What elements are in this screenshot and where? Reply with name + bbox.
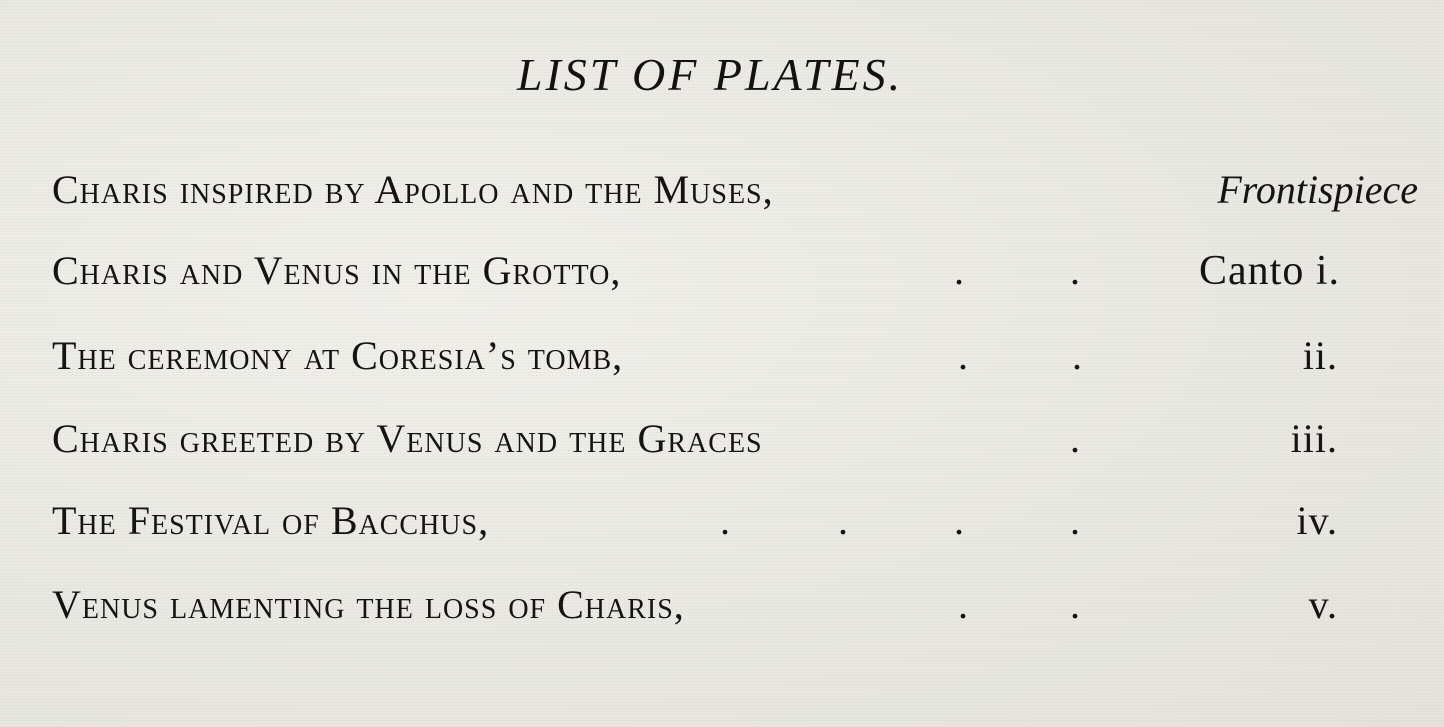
leader-dot: . bbox=[1070, 498, 1081, 543]
leader-dot: . bbox=[958, 582, 969, 627]
list-item bbox=[52, 166, 1418, 226]
list-item bbox=[52, 332, 1392, 392]
plate-reference: Frontispiece bbox=[1217, 167, 1418, 212]
leader-dot: . bbox=[1070, 416, 1081, 461]
list-item bbox=[52, 247, 1392, 307]
leader-dot: . bbox=[720, 498, 731, 543]
list-item bbox=[52, 581, 1392, 641]
plate-title: Venus lamenting the loss of Charis, bbox=[52, 582, 685, 627]
plate-reference: ii. bbox=[1302, 333, 1338, 378]
leader-dot: . bbox=[1070, 582, 1081, 627]
list-item bbox=[52, 497, 1392, 557]
leader-dot: . bbox=[954, 248, 965, 293]
plate-title: The Festival of Bacchus, bbox=[52, 498, 490, 543]
leader-dot: . bbox=[1072, 333, 1083, 378]
plate-reference: iii. bbox=[1290, 416, 1338, 461]
plate-reference: iv. bbox=[1296, 498, 1338, 543]
plate-title: The ceremony at Coresia’s tomb, bbox=[52, 333, 624, 378]
page-title: LIST OF PLATES. bbox=[516, 49, 904, 100]
leader-dot: . bbox=[954, 498, 965, 543]
plate-reference: Canto i. bbox=[1199, 248, 1340, 294]
leader-dot: . bbox=[958, 333, 969, 378]
plate-title: Charis inspired by Apollo and the Muses, bbox=[52, 167, 774, 212]
plate-reference: v. bbox=[1308, 582, 1338, 627]
leader-dot: . bbox=[1070, 248, 1081, 293]
list-item bbox=[52, 415, 1392, 475]
leader-dot: . bbox=[838, 498, 849, 543]
plate-title: Charis and Venus in the Grotto, bbox=[52, 248, 622, 293]
plate-title: Charis greeted by Venus and the Graces bbox=[52, 416, 763, 461]
